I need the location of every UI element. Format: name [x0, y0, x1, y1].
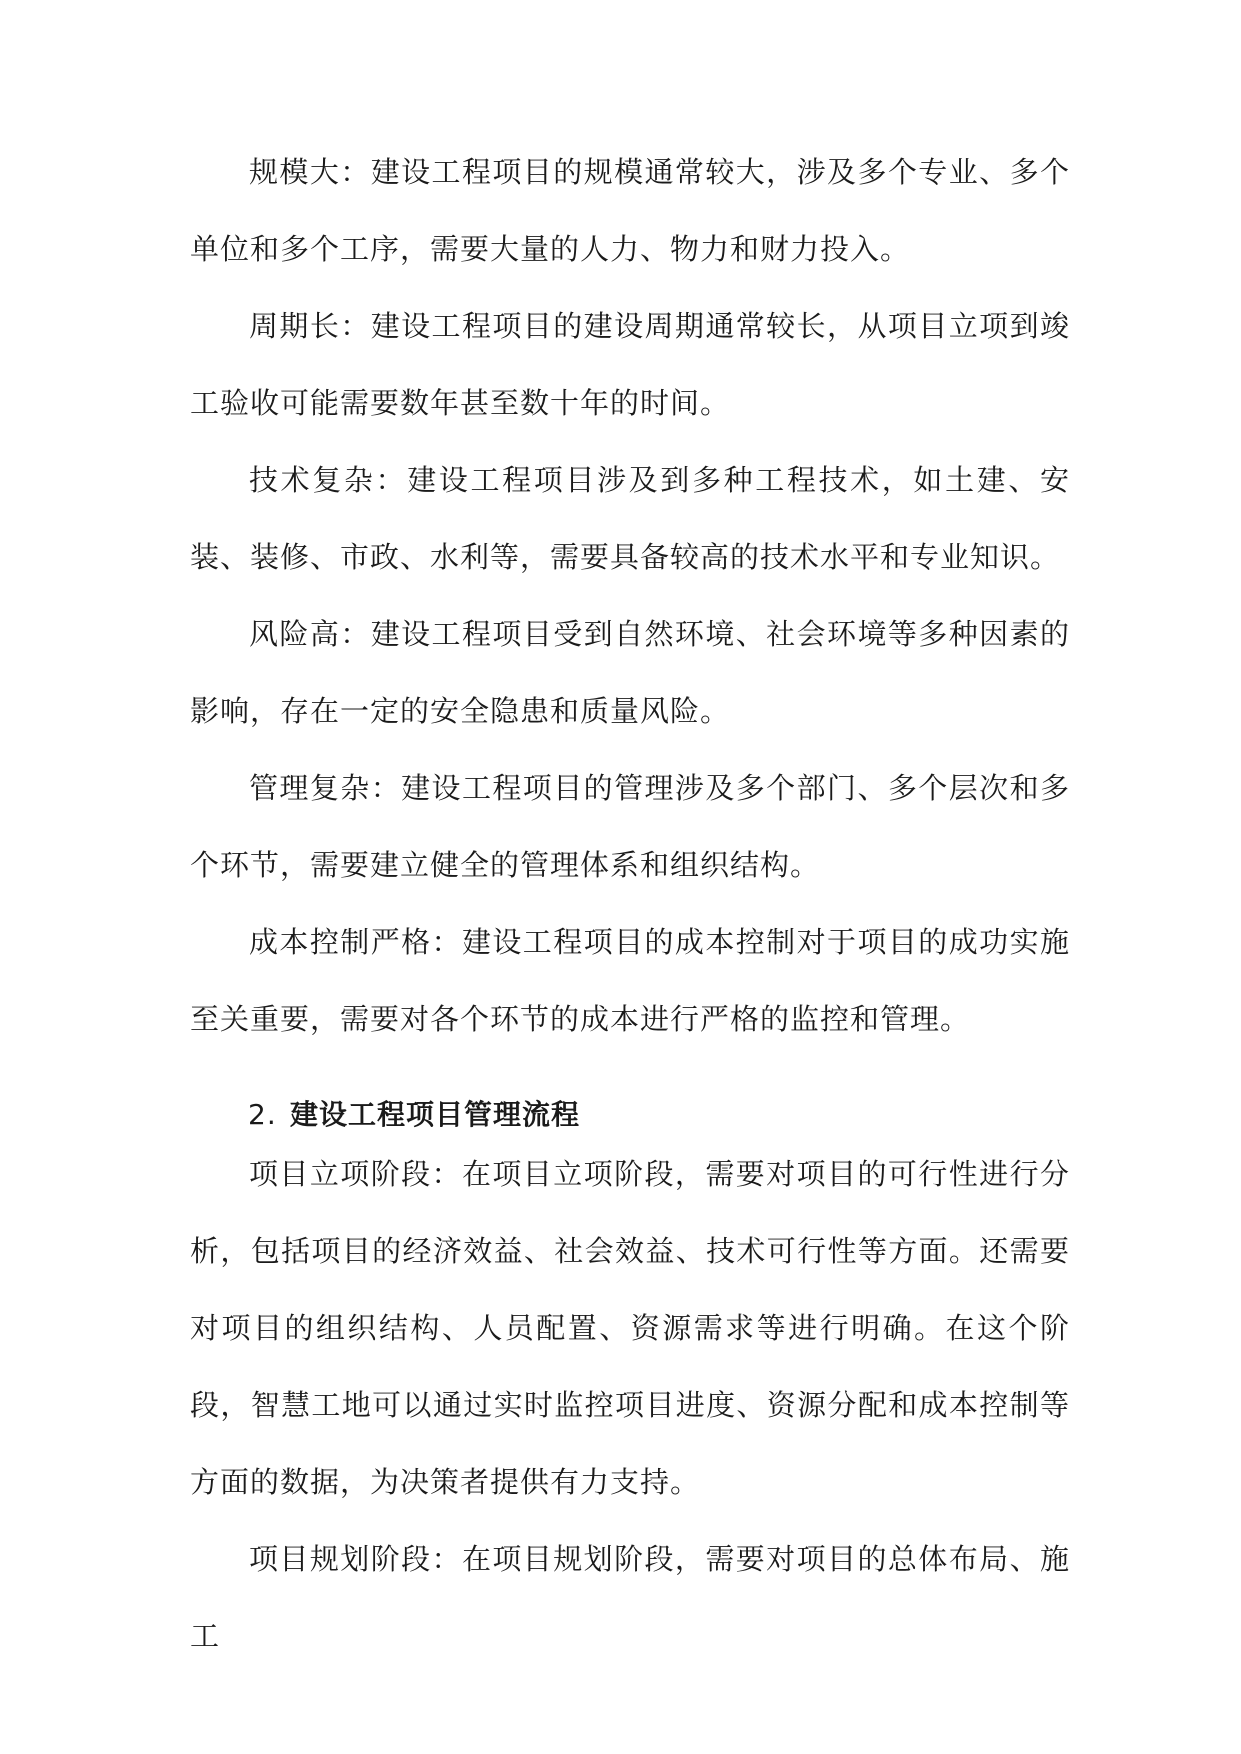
paragraph-duration: 周期长：建设工程项目的建设周期通常较长，从项目立项到竣工验收可能需要数年甚至数十年的时间。: [190, 309, 1070, 420]
paragraph-management: 管理复杂：建设工程项目的管理涉及多个部门、多个层次和多个环节，需要建立健全的管理体系和组织结构。: [190, 771, 1070, 882]
paragraph-scale: 规模大：建设工程项目的规模通常较大，涉及多个专业、多个单位和多个工序，需要大量的人力、物力和财力投入。: [190, 155, 1070, 266]
paragraph-initiation-stage: 项目立项阶段：在项目立项阶段，需要对项目的可行性进行分析，包括项目的经济效益、社会效益、技术可行性等方面。还需要对项目的组织结构、人员配置、资源需求等进行明确。在这个阶段，智慧工地可以通过实时监控项目进度、资源分配和成本控制等方面的数据，为决策者提供有力支持。: [190, 1157, 1070, 1499]
paragraph-technology: 技术复杂：建设工程项目涉及到多种工程技术，如土建、安装、装修、市政、水利等，需要具备较高的技术水平和专业知识。: [190, 463, 1070, 574]
paragraph-cost-control: 成本控制严格：建设工程项目的成本控制对于项目的成功实施至关重要，需要对各个环节的成本进行严格的监控和管理。: [190, 925, 1070, 1036]
section-number: 2.: [248, 1098, 277, 1131]
section-title: 建设工程项目管理流程: [290, 1098, 581, 1131]
section-heading: [248, 1095, 1048, 1135]
paragraph-risk: 风险高：建设工程项目受到自然环境、社会环境等多种因素的影响，存在一定的安全隐患和质量风险。: [190, 617, 1070, 728]
paragraph-planning-stage: 项目规划阶段：在项目规划阶段，需要对项目的总体布局、施工: [190, 1542, 1070, 1653]
